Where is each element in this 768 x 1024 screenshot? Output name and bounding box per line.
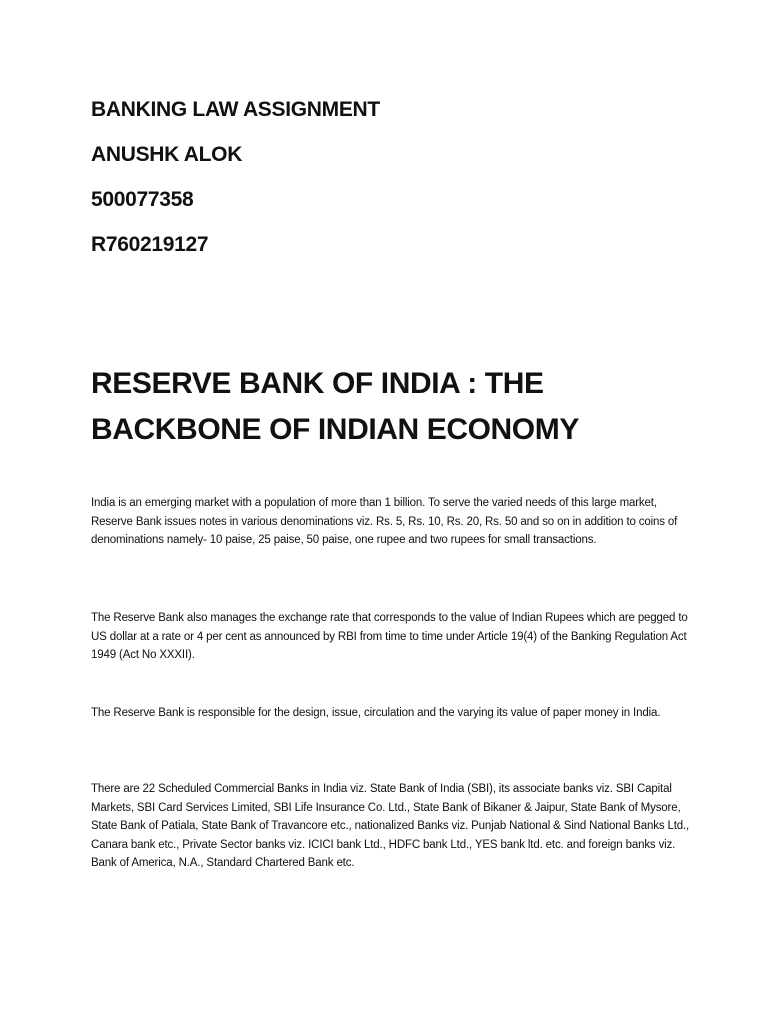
roll-number: R760219127 — [91, 233, 209, 256]
paragraph-exchange-rate: The Reserve Bank also manages the exchange rate that corresponds to the value of Indian Rupees which are pegged to US dollar at a rate or 4 per cent as announced by RBI from time to time under Article 19(4) of the Banking Regulation Act 1949 (Act No XXXII). — [91, 612, 688, 661]
document-title-line-1: RESERVE BANK OF INDIA : THE — [91, 367, 544, 400]
student-id: 500077358 — [91, 188, 194, 211]
paragraph-currency-notes: India is an emerging market with a population of more than 1 billion. To serve the varied needs of this large market, Reserve Bank issues notes in various denominations viz. Rs. 5, Rs. 10, Rs. 20, Rs. 50 and so on in addition to coins of denominations namely- 10 paise, 25 paise, 50 paise, one rupee and two rupees for small transactions. — [91, 497, 678, 546]
paragraph-scheduled-banks: There are 22 Scheduled Commercial Banks in India viz. State Bank of India (SBI), its associate banks viz. SBI Capital Markets, SBI Card Services Limited, SBI Life Insurance Co. Ltd., State Bank of Bikaner & Jaipur, State Bank of Mysore, State Bank of Patiala, State Bank of Travancore etc., nationalized Banks viz. Punjab National & Sind National Banks Ltd., Canara bank etc., Private Sector banks viz. ICICI bank Ltd., HDFC bank Ltd., YES bank ltd. etc. and foreign banks viz. Bank of America, N.A., Standard Chartered Bank etc. — [91, 783, 690, 869]
assignment-heading: BANKING LAW ASSIGNMENT — [91, 98, 380, 121]
student-name: ANUSHK ALOK — [91, 143, 243, 166]
paragraph-paper-money: The Reserve Bank is responsible for the design, issue, circulation and the varying its value of paper money in India. — [91, 707, 661, 719]
document-title-line-2: BACKBONE OF INDIAN ECONOMY — [91, 413, 579, 446]
